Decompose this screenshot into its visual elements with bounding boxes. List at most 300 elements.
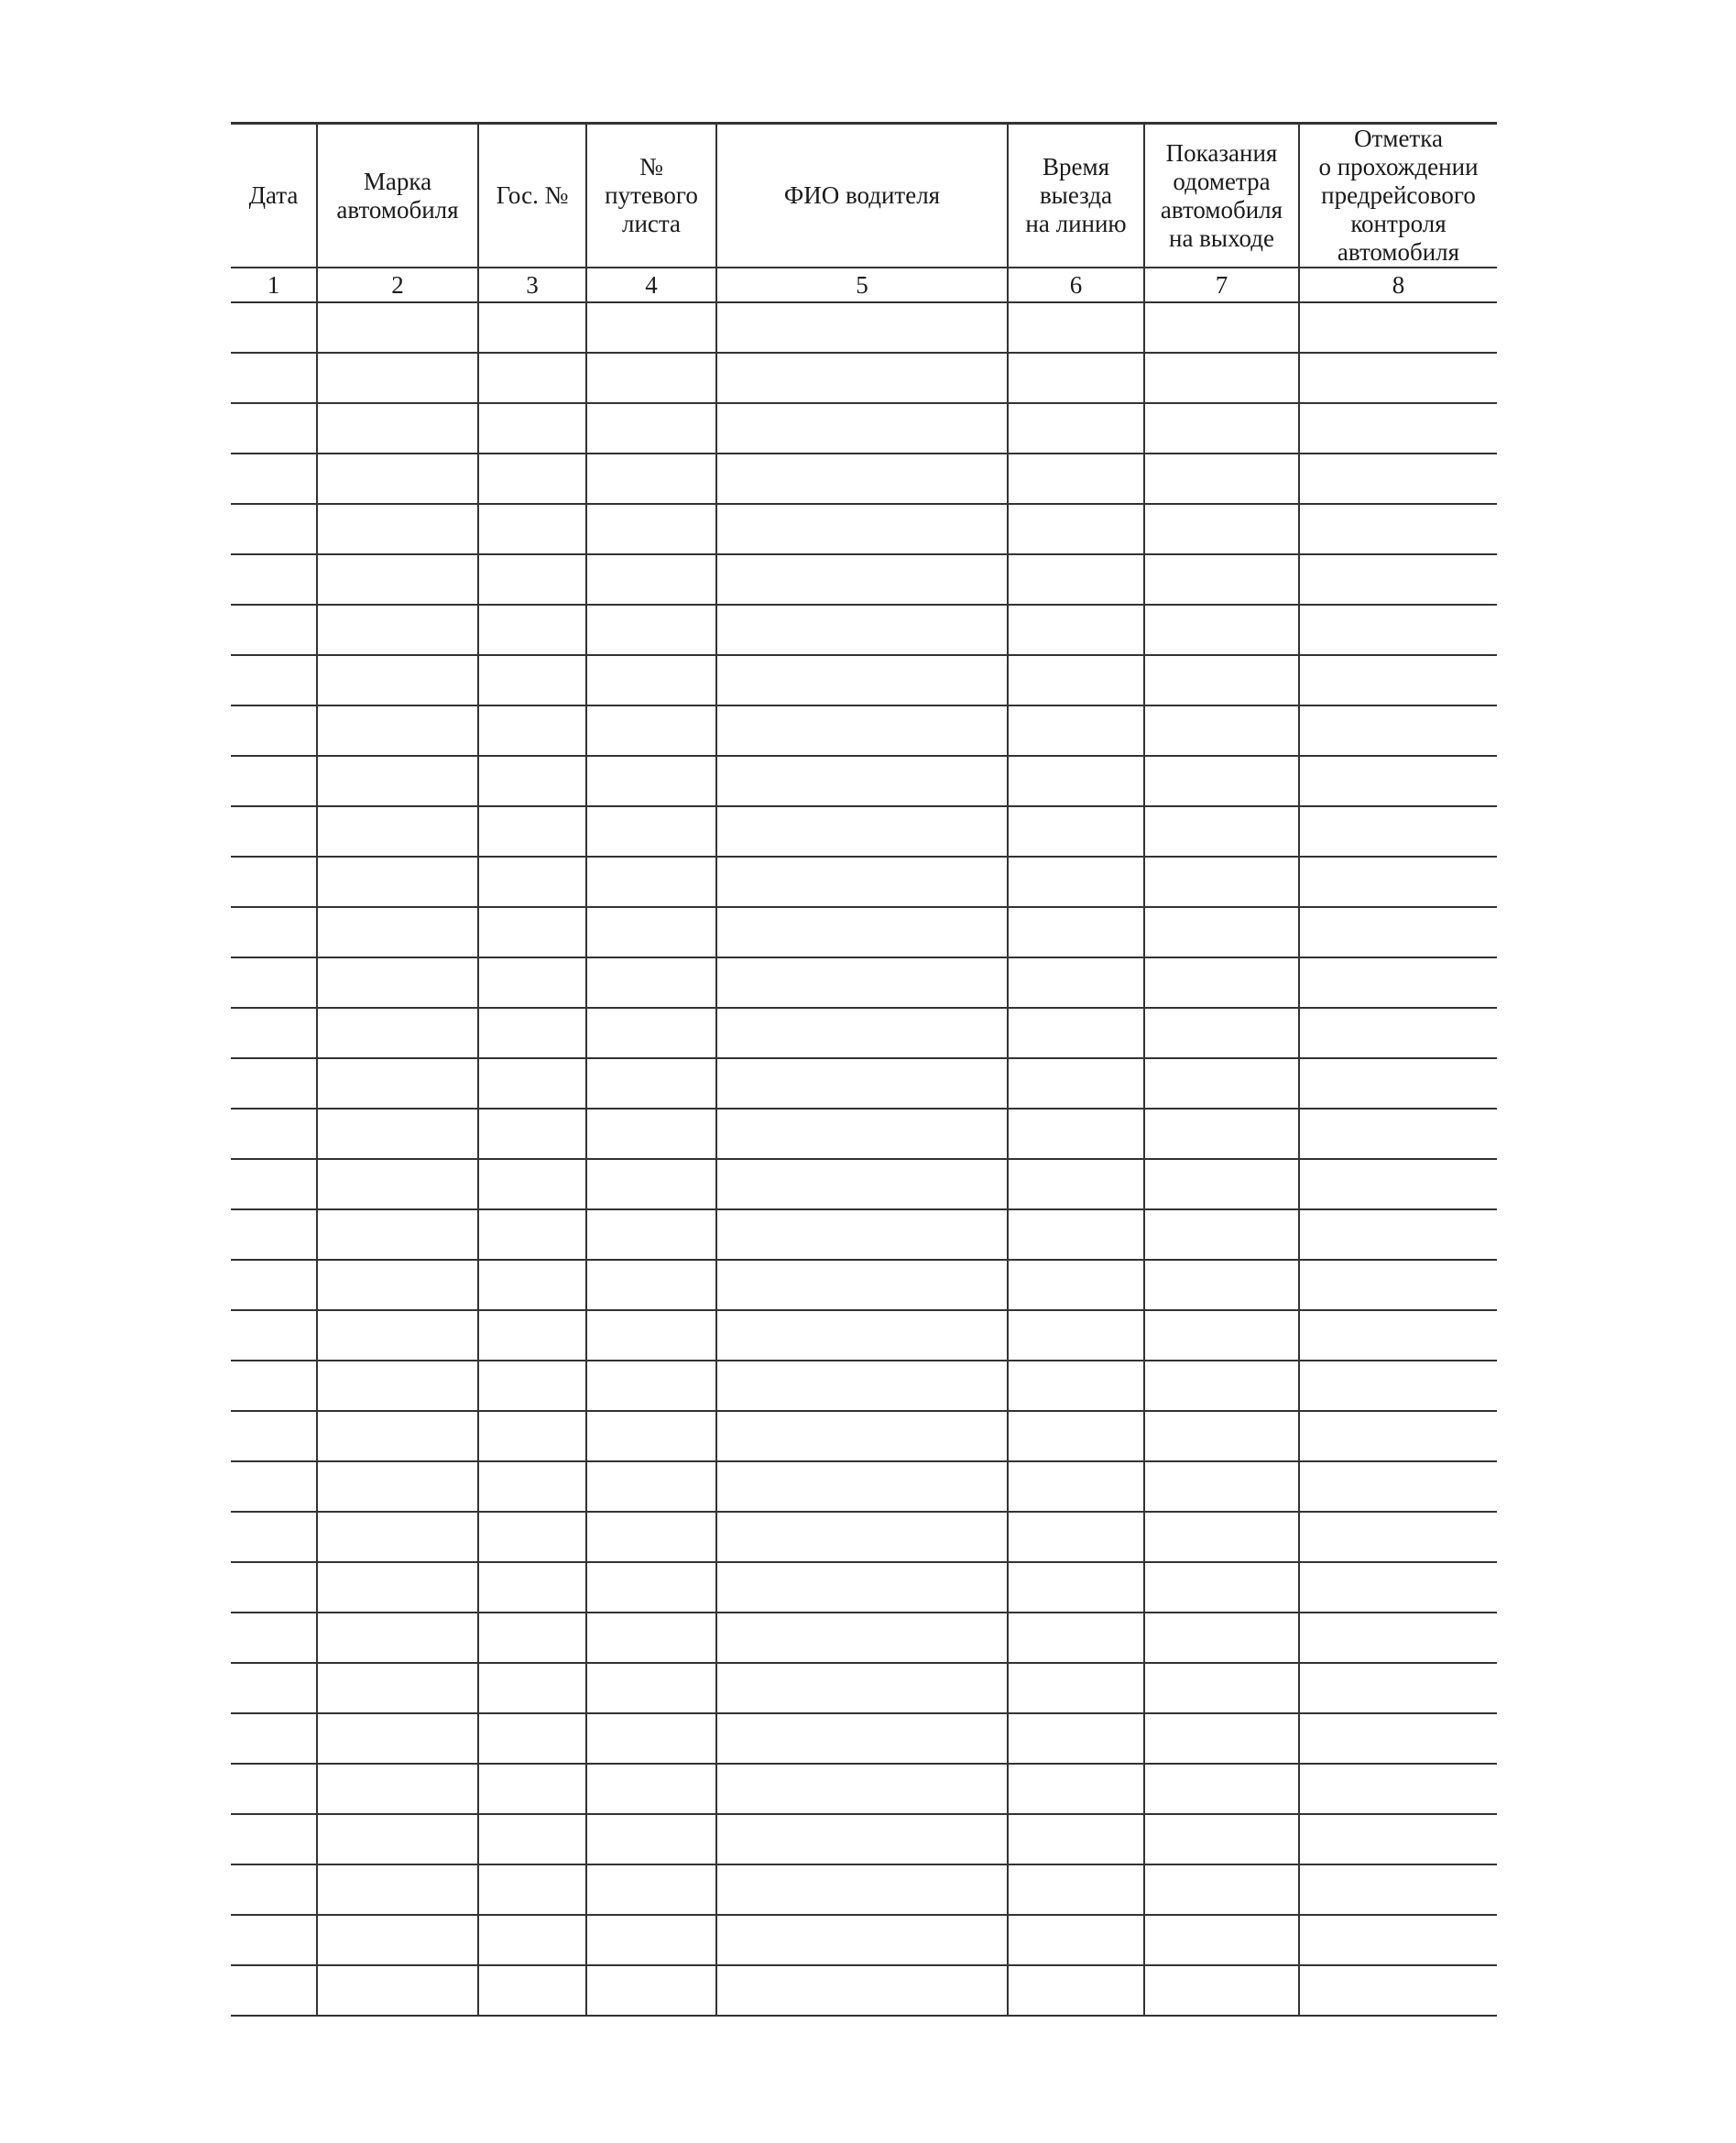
table-cell-car-make[interactable] <box>317 1814 478 1864</box>
table-cell-odometer[interactable] <box>1144 1864 1299 1915</box>
table-cell-departure-time[interactable] <box>1008 1310 1144 1361</box>
table-cell-waybill[interactable] <box>586 655 716 705</box>
column-header-line: Марка <box>363 167 432 195</box>
table-cell-inspection-mark[interactable] <box>1299 756 1497 806</box>
table-cell-plate[interactable] <box>478 403 586 454</box>
table-cell-inspection-mark[interactable] <box>1299 1159 1497 1209</box>
table-cell-driver[interactable] <box>716 1764 1008 1814</box>
column-number: 8 <box>1299 268 1497 302</box>
column-header-line: Дата <box>248 181 299 209</box>
table-cell-plate[interactable] <box>478 1965 586 2016</box>
table-cell-departure-time[interactable] <box>1008 756 1144 806</box>
table-row <box>231 605 1497 655</box>
table-cell-inspection-mark[interactable] <box>1299 1461 1497 1512</box>
table-cell-plate[interactable] <box>478 454 586 504</box>
column-header-line: Отметка <box>1354 125 1443 152</box>
table-cell-inspection-mark[interactable] <box>1299 1764 1497 1814</box>
table-cell-waybill[interactable] <box>586 756 716 806</box>
table-cell-odometer[interactable] <box>1144 1310 1299 1361</box>
table-cell-odometer[interactable] <box>1144 605 1299 655</box>
table-cell-driver[interactable] <box>716 1461 1008 1512</box>
table-cell-odometer[interactable] <box>1144 1361 1299 1411</box>
table-cell-odometer[interactable] <box>1144 1411 1299 1461</box>
table-cell-inspection-mark[interactable] <box>1299 907 1497 957</box>
table-cell-inspection-mark[interactable] <box>1299 403 1497 454</box>
column-number: 4 <box>586 268 716 302</box>
table-cell-odometer[interactable] <box>1144 957 1299 1008</box>
table-cell-date[interactable] <box>231 756 317 806</box>
table-cell-departure-time[interactable] <box>1008 1512 1144 1562</box>
table-cell-date[interactable] <box>231 1965 317 2016</box>
table-cell-plate[interactable] <box>478 705 586 756</box>
table-cell-driver[interactable] <box>716 454 1008 504</box>
table-cell-plate[interactable] <box>478 1663 586 1713</box>
table-cell-departure-time[interactable] <box>1008 655 1144 705</box>
table-row <box>231 1814 1497 1864</box>
table-cell-date[interactable] <box>231 1058 317 1109</box>
table-row <box>231 1260 1497 1310</box>
table-cell-departure-time[interactable] <box>1008 907 1144 957</box>
table-cell-date[interactable] <box>231 554 317 605</box>
table-cell-plate[interactable] <box>478 1814 586 1864</box>
table-cell-odometer[interactable] <box>1144 454 1299 504</box>
table-cell-waybill[interactable] <box>586 1965 716 2016</box>
table-cell-odometer[interactable] <box>1144 1814 1299 1864</box>
table-cell-car-make[interactable] <box>317 1613 478 1663</box>
table-cell-plate[interactable] <box>478 504 586 554</box>
table-cell-date[interactable] <box>231 1209 317 1260</box>
table-cell-odometer[interactable] <box>1144 504 1299 554</box>
table-cell-odometer[interactable] <box>1144 907 1299 957</box>
table-cell-waybill[interactable] <box>586 353 716 403</box>
table-cell-waybill[interactable] <box>586 302 716 353</box>
table-cell-driver[interactable] <box>716 1159 1008 1209</box>
table-cell-date[interactable] <box>231 353 317 403</box>
table-cell-waybill[interactable] <box>586 504 716 554</box>
table-cell-plate[interactable] <box>478 857 586 907</box>
table-cell-plate[interactable] <box>478 1613 586 1663</box>
table-cell-date[interactable] <box>231 1864 317 1915</box>
table-cell-departure-time[interactable] <box>1008 1965 1144 2016</box>
table-row <box>231 907 1497 957</box>
table-cell-inspection-mark[interactable] <box>1299 1814 1497 1864</box>
table-cell-car-make[interactable] <box>317 1965 478 2016</box>
table-cell-car-make[interactable] <box>317 1209 478 1260</box>
table-cell-plate[interactable] <box>478 1713 586 1764</box>
table-cell-car-make[interactable] <box>317 1310 478 1361</box>
table-cell-car-make[interactable] <box>317 1159 478 1209</box>
table-cell-departure-time[interactable] <box>1008 554 1144 605</box>
table-row <box>231 1713 1497 1764</box>
table-cell-car-make[interactable] <box>317 1260 478 1310</box>
table-cell-car-make[interactable] <box>317 1713 478 1764</box>
table-cell-plate[interactable] <box>478 1209 586 1260</box>
table-cell-date[interactable] <box>231 957 317 1008</box>
table-cell-date[interactable] <box>231 1411 317 1461</box>
table-cell-inspection-mark[interactable] <box>1299 806 1497 857</box>
table-cell-date[interactable] <box>231 504 317 554</box>
table-cell-car-make[interactable] <box>317 1361 478 1411</box>
table-cell-inspection-mark[interactable] <box>1299 1613 1497 1663</box>
table-cell-car-make[interactable] <box>317 857 478 907</box>
table-cell-inspection-mark[interactable] <box>1299 1512 1497 1562</box>
column-header-car-make <box>317 124 478 268</box>
table-cell-inspection-mark[interactable] <box>1299 605 1497 655</box>
table-cell-car-make[interactable] <box>317 1512 478 1562</box>
table-cell-plate[interactable] <box>478 353 586 403</box>
table-cell-inspection-mark[interactable] <box>1299 1109 1497 1159</box>
table-cell-departure-time[interactable] <box>1008 1008 1144 1058</box>
table-row <box>231 454 1497 504</box>
table-cell-odometer[interactable] <box>1144 1008 1299 1058</box>
table-cell-odometer[interactable] <box>1144 1613 1299 1663</box>
table-cell-departure-time[interactable] <box>1008 1109 1144 1159</box>
table-cell-driver[interactable] <box>716 554 1008 605</box>
table-cell-odometer[interactable] <box>1144 655 1299 705</box>
table-cell-odometer[interactable] <box>1144 1764 1299 1814</box>
table-cell-car-make[interactable] <box>317 403 478 454</box>
table-cell-date[interactable] <box>231 1562 317 1613</box>
table-cell-plate[interactable] <box>478 1562 586 1613</box>
table-cell-car-make[interactable] <box>317 454 478 504</box>
table-cell-departure-time[interactable] <box>1008 504 1144 554</box>
table-cell-driver[interactable] <box>716 1209 1008 1260</box>
table-cell-waybill[interactable] <box>586 1663 716 1713</box>
table-cell-inspection-mark[interactable] <box>1299 302 1497 353</box>
table-cell-date[interactable] <box>231 1109 317 1159</box>
table-cell-driver[interactable] <box>716 1814 1008 1864</box>
table-cell-car-make[interactable] <box>317 907 478 957</box>
table-cell-car-make[interactable] <box>317 353 478 403</box>
table-cell-plate[interactable] <box>478 302 586 353</box>
vehicle-departure-log-table <box>231 122 1497 2017</box>
table-cell-inspection-mark[interactable] <box>1299 1058 1497 1109</box>
table-cell-car-make[interactable] <box>317 302 478 353</box>
table-cell-inspection-mark[interactable] <box>1299 554 1497 605</box>
table-cell-date[interactable] <box>231 1512 317 1562</box>
table-cell-inspection-mark[interactable] <box>1299 353 1497 403</box>
table-cell-plate[interactable] <box>478 554 586 605</box>
table-cell-odometer[interactable] <box>1144 806 1299 857</box>
table-cell-odometer[interactable] <box>1144 1713 1299 1764</box>
table-cell-plate[interactable] <box>478 1411 586 1461</box>
table-cell-plate[interactable] <box>478 1310 586 1361</box>
table-row <box>231 1109 1497 1159</box>
column-header-line: о прохождении <box>1318 153 1479 180</box>
table-cell-plate[interactable] <box>478 1512 586 1562</box>
table-cell-driver[interactable] <box>716 302 1008 353</box>
table-cell-inspection-mark[interactable] <box>1299 957 1497 1008</box>
table-cell-driver[interactable] <box>716 1361 1008 1411</box>
table-cell-car-make[interactable] <box>317 605 478 655</box>
table-cell-car-make[interactable] <box>317 957 478 1008</box>
table-cell-date[interactable] <box>231 806 317 857</box>
table-cell-waybill[interactable] <box>586 1613 716 1663</box>
table-cell-inspection-mark[interactable] <box>1299 454 1497 504</box>
table-cell-plate[interactable] <box>478 1008 586 1058</box>
table-cell-inspection-mark[interactable] <box>1299 1008 1497 1058</box>
table-cell-driver[interactable] <box>716 1713 1008 1764</box>
table-cell-date[interactable] <box>231 857 317 907</box>
table-cell-driver[interactable] <box>716 1109 1008 1159</box>
table-cell-waybill[interactable] <box>586 857 716 907</box>
table-cell-departure-time[interactable] <box>1008 1159 1144 1209</box>
table-cell-odometer[interactable] <box>1144 554 1299 605</box>
table-cell-waybill[interactable] <box>586 1713 716 1764</box>
table-cell-car-make[interactable] <box>317 1461 478 1512</box>
table-cell-waybill[interactable] <box>586 605 716 655</box>
table-cell-waybill[interactable] <box>586 454 716 504</box>
table-cell-departure-time[interactable] <box>1008 302 1144 353</box>
table-row <box>231 1764 1497 1814</box>
table-cell-odometer[interactable] <box>1144 1663 1299 1713</box>
table-cell-car-make[interactable] <box>317 1915 478 1965</box>
table-cell-car-make[interactable] <box>317 1663 478 1713</box>
table-row <box>231 1159 1497 1209</box>
table-cell-car-make[interactable] <box>317 1764 478 1814</box>
table-cell-car-make[interactable] <box>317 655 478 705</box>
table-cell-date[interactable] <box>231 302 317 353</box>
table-cell-odometer[interactable] <box>1144 1109 1299 1159</box>
table-cell-waybill[interactable] <box>586 1512 716 1562</box>
table-cell-departure-time[interactable] <box>1008 454 1144 504</box>
table-cell-departure-time[interactable] <box>1008 1260 1144 1310</box>
table-cell-waybill[interactable] <box>586 1008 716 1058</box>
table-cell-date[interactable] <box>231 454 317 504</box>
column-header-line: путевого <box>605 181 698 209</box>
table-cell-plate[interactable] <box>478 907 586 957</box>
table-cell-departure-time[interactable] <box>1008 857 1144 907</box>
table-cell-waybill[interactable] <box>586 1361 716 1411</box>
table-cell-car-make[interactable] <box>317 1008 478 1058</box>
table-cell-odometer[interactable] <box>1144 1461 1299 1512</box>
table-cell-driver[interactable] <box>716 1008 1008 1058</box>
table-cell-driver[interactable] <box>716 705 1008 756</box>
table-cell-date[interactable] <box>231 1361 317 1411</box>
table-cell-waybill[interactable] <box>586 1260 716 1310</box>
table-cell-waybill[interactable] <box>586 554 716 605</box>
table-cell-odometer[interactable] <box>1144 1260 1299 1310</box>
table-cell-departure-time[interactable] <box>1008 1713 1144 1764</box>
table-cell-date[interactable] <box>231 1461 317 1512</box>
table-cell-driver[interactable] <box>716 1260 1008 1310</box>
column-header-line: Показания <box>1165 138 1278 167</box>
column-header-line: автомобиля <box>1337 238 1460 266</box>
table-cell-inspection-mark[interactable] <box>1299 1965 1497 2016</box>
table-cell-date[interactable] <box>231 605 317 655</box>
table-cell-date[interactable] <box>231 1008 317 1058</box>
table-cell-plate[interactable] <box>478 1864 586 1915</box>
table-cell-date[interactable] <box>231 1159 317 1209</box>
table-cell-odometer[interactable] <box>1144 1209 1299 1260</box>
table-cell-departure-time[interactable] <box>1008 1764 1144 1814</box>
table-cell-inspection-mark[interactable] <box>1299 504 1497 554</box>
table-cell-waybill[interactable] <box>586 957 716 1008</box>
table-cell-driver[interactable] <box>716 756 1008 806</box>
table-cell-date[interactable] <box>231 1613 317 1663</box>
table-cell-driver[interactable] <box>716 857 1008 907</box>
table-cell-departure-time[interactable] <box>1008 806 1144 857</box>
table-row <box>231 1663 1497 1713</box>
table-cell-date[interactable] <box>231 1764 317 1814</box>
table-cell-driver[interactable] <box>716 1310 1008 1361</box>
table-cell-plate[interactable] <box>478 957 586 1008</box>
table-cell-date[interactable] <box>231 907 317 957</box>
table-cell-driver[interactable] <box>716 1562 1008 1613</box>
table-cell-car-make[interactable] <box>317 1058 478 1109</box>
table-cell-plate[interactable] <box>478 1109 586 1159</box>
table-cell-waybill[interactable] <box>586 1915 716 1965</box>
table-cell-date[interactable] <box>231 1915 317 1965</box>
table-cell-inspection-mark[interactable] <box>1299 1260 1497 1310</box>
table-cell-inspection-mark[interactable] <box>1299 1663 1497 1713</box>
table-cell-plate[interactable] <box>478 1361 586 1411</box>
table-cell-inspection-mark[interactable] <box>1299 655 1497 705</box>
table-cell-date[interactable] <box>231 705 317 756</box>
table-cell-departure-time[interactable] <box>1008 1411 1144 1461</box>
table-cell-odometer[interactable] <box>1144 1562 1299 1613</box>
table-cell-car-make[interactable] <box>317 806 478 857</box>
table-cell-car-make[interactable] <box>317 1562 478 1613</box>
table-cell-odometer[interactable] <box>1144 1159 1299 1209</box>
table-cell-inspection-mark[interactable] <box>1299 1562 1497 1613</box>
table-cell-waybill[interactable] <box>586 1058 716 1109</box>
table-cell-departure-time[interactable] <box>1008 1461 1144 1512</box>
table-cell-waybill[interactable] <box>586 907 716 957</box>
table-cell-inspection-mark[interactable] <box>1299 1915 1497 1965</box>
table-cell-waybill[interactable] <box>586 1764 716 1814</box>
table-cell-driver[interactable] <box>716 806 1008 857</box>
table-cell-plate[interactable] <box>478 806 586 857</box>
table-cell-driver[interactable] <box>716 1512 1008 1562</box>
table-cell-date[interactable] <box>231 1814 317 1864</box>
table-cell-odometer[interactable] <box>1144 1058 1299 1109</box>
table-cell-plate[interactable] <box>478 1058 586 1109</box>
table-cell-car-make[interactable] <box>317 1864 478 1915</box>
table-cell-driver[interactable] <box>716 353 1008 403</box>
table-cell-plate[interactable] <box>478 1260 586 1310</box>
table-cell-driver[interactable] <box>716 907 1008 957</box>
table-cell-waybill[interactable] <box>586 1461 716 1512</box>
table-cell-plate[interactable] <box>478 756 586 806</box>
table-cell-car-make[interactable] <box>317 756 478 806</box>
table-cell-departure-time[interactable] <box>1008 705 1144 756</box>
table-cell-waybill[interactable] <box>586 1159 716 1209</box>
table-cell-date[interactable] <box>231 655 317 705</box>
table-cell-odometer[interactable] <box>1144 403 1299 454</box>
table-cell-inspection-mark[interactable] <box>1299 857 1497 907</box>
table-cell-waybill[interactable] <box>586 1310 716 1361</box>
table-cell-inspection-mark[interactable] <box>1299 1361 1497 1411</box>
table-cell-car-make[interactable] <box>317 1109 478 1159</box>
table-cell-driver[interactable] <box>716 605 1008 655</box>
column-header-line: листа <box>621 210 682 237</box>
table-cell-departure-time[interactable] <box>1008 1864 1144 1915</box>
table-row <box>231 1209 1497 1260</box>
table-cell-date[interactable] <box>231 1310 317 1361</box>
table-cell-date[interactable] <box>231 1713 317 1764</box>
table-cell-plate[interactable] <box>478 1764 586 1814</box>
table-cell-plate[interactable] <box>478 605 586 655</box>
table-cell-departure-time[interactable] <box>1008 353 1144 403</box>
table-cell-driver[interactable] <box>716 957 1008 1008</box>
table-cell-odometer[interactable] <box>1144 857 1299 907</box>
table-cell-driver[interactable] <box>716 1411 1008 1461</box>
table-cell-odometer[interactable] <box>1144 1512 1299 1562</box>
table-cell-waybill[interactable] <box>586 1209 716 1260</box>
table-cell-waybill[interactable] <box>586 1411 716 1461</box>
table-cell-plate[interactable] <box>478 1159 586 1209</box>
table-cell-waybill[interactable] <box>586 1814 716 1864</box>
table-cell-driver[interactable] <box>716 655 1008 705</box>
table-cell-departure-time[interactable] <box>1008 957 1144 1008</box>
table-cell-departure-time[interactable] <box>1008 1209 1144 1260</box>
table-cell-plate[interactable] <box>478 1915 586 1965</box>
table-cell-odometer[interactable] <box>1144 1915 1299 1965</box>
table-cell-driver[interactable] <box>716 1915 1008 1965</box>
table-cell-departure-time[interactable] <box>1008 605 1144 655</box>
table-cell-car-make[interactable] <box>317 1411 478 1461</box>
table-cell-departure-time[interactable] <box>1008 1814 1144 1864</box>
table-cell-date[interactable] <box>231 1260 317 1310</box>
table-cell-driver[interactable] <box>716 1965 1008 2016</box>
table-cell-waybill[interactable] <box>586 705 716 756</box>
table-cell-inspection-mark[interactable] <box>1299 705 1497 756</box>
table-cell-car-make[interactable] <box>317 705 478 756</box>
table-cell-date[interactable] <box>231 403 317 454</box>
table-cell-date[interactable] <box>231 1663 317 1713</box>
table-row <box>231 1562 1497 1613</box>
column-header-line: автомобиля <box>336 195 459 224</box>
table-cell-departure-time[interactable] <box>1008 1361 1144 1411</box>
table-cell-inspection-mark[interactable] <box>1299 1310 1497 1361</box>
table-cell-odometer[interactable] <box>1144 756 1299 806</box>
table-row <box>231 857 1497 907</box>
table-cell-plate[interactable] <box>478 1461 586 1512</box>
table-cell-departure-time[interactable] <box>1008 1058 1144 1109</box>
table-cell-driver[interactable] <box>716 1613 1008 1663</box>
table-cell-plate[interactable] <box>478 655 586 705</box>
table-cell-departure-time[interactable] <box>1008 1562 1144 1613</box>
table-cell-odometer[interactable] <box>1144 1965 1299 2016</box>
table-cell-waybill[interactable] <box>586 806 716 857</box>
table-cell-odometer[interactable] <box>1144 705 1299 756</box>
table-cell-driver[interactable] <box>716 1864 1008 1915</box>
table-cell-departure-time[interactable] <box>1008 1915 1144 1965</box>
table-cell-car-make[interactable] <box>317 504 478 554</box>
table-cell-departure-time[interactable] <box>1008 403 1144 454</box>
table-cell-waybill[interactable] <box>586 1562 716 1613</box>
table-cell-driver[interactable] <box>716 1663 1008 1713</box>
column-header-line: Гос. № <box>496 181 569 209</box>
table-cell-driver[interactable] <box>716 403 1008 454</box>
table-cell-waybill[interactable] <box>586 1864 716 1915</box>
table-cell-waybill[interactable] <box>586 1109 716 1159</box>
table-cell-departure-time[interactable] <box>1008 1613 1144 1663</box>
column-header-line: № <box>639 153 663 180</box>
table-cell-inspection-mark[interactable] <box>1299 1864 1497 1915</box>
table-cell-inspection-mark[interactable] <box>1299 1209 1497 1260</box>
table-cell-odometer[interactable] <box>1144 353 1299 403</box>
table-cell-inspection-mark[interactable] <box>1299 1713 1497 1764</box>
table-cell-departure-time[interactable] <box>1008 1663 1144 1713</box>
table-cell-driver[interactable] <box>716 1058 1008 1109</box>
table-cell-waybill[interactable] <box>586 403 716 454</box>
table-cell-inspection-mark[interactable] <box>1299 1411 1497 1461</box>
table-cell-driver[interactable] <box>716 504 1008 554</box>
table-cell-odometer[interactable] <box>1144 302 1299 353</box>
table-cell-car-make[interactable] <box>317 554 478 605</box>
